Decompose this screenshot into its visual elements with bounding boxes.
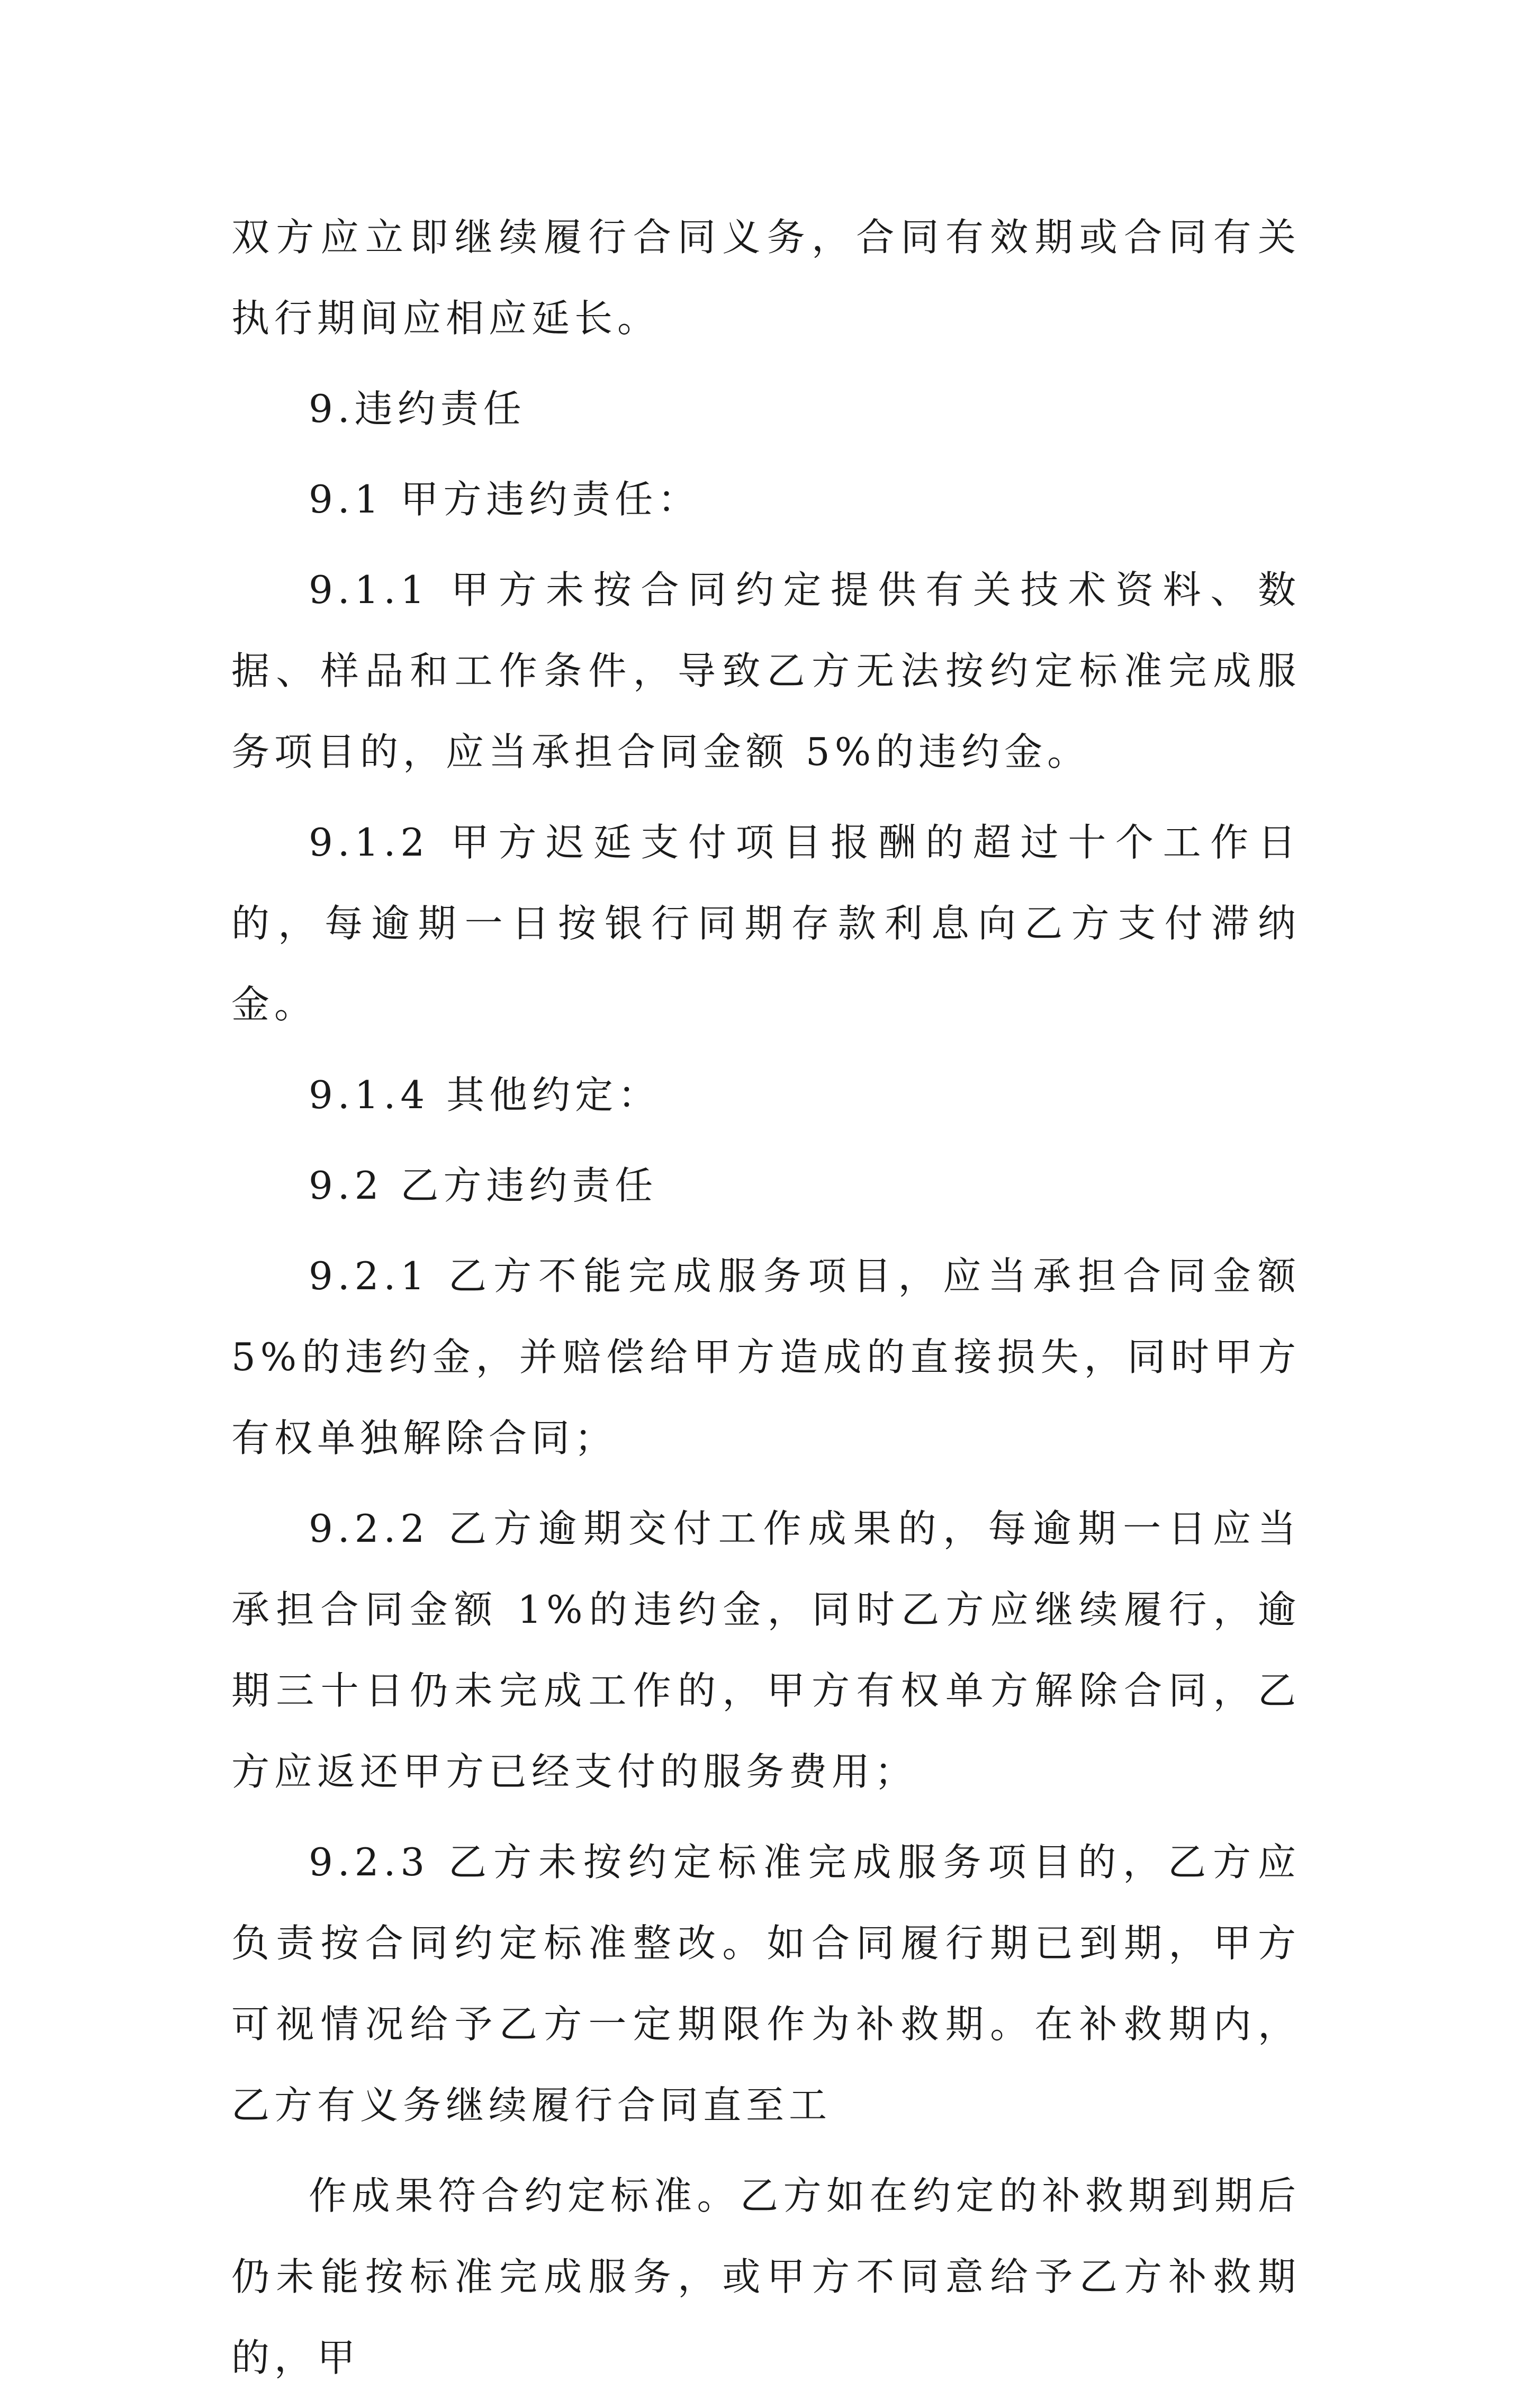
clause-9-2-1: 9.2.1 乙方不能完成服务项目，应当承担合同金额 5%的违约金，并赔偿给甲方造成的直接损失，同时甲方有权单独解除合同； [231, 1254, 1301, 1460]
section-heading-9: 9.违约责任 [309, 387, 526, 431]
clause-9-2-3: 9.2.3 乙方未按约定标准完成服务项目的，乙方应负责按合同约定标准整改。如合同履行期已到期，甲方可视情况给予乙方一定期限作为补救期。在补救期内，乙方有义务继续履行合同直至工 [231, 1840, 1301, 2127]
clause-9-2-3-continued: 作成果符合约定标准。乙方如在约定的补救期到期后仍未能按标准完成服务，或甲方不同意给予乙方补救期的，甲 [231, 2173, 1301, 2380]
document-body [231, 197, 1301, 2408]
subsection-heading-9-2: 9.2 乙方违约责任 [309, 1163, 658, 1208]
paragraph-continuation: 双方应立即继续履行合同义务，合同有效期或合同有关执行期间应相应延长。 [231, 215, 1301, 340]
clause-9-1-2: 9.1.2 甲方迟延支付项目报酬的超过十个工作日的，每逾期一日按银行同期存款利息向乙方支付滞纳金。 [231, 820, 1301, 1027]
subsection-heading-9-1: 9.1 甲方违约责任： [309, 477, 701, 522]
clause-9-1-4: 9.1.4 其他约定： [309, 1073, 661, 1117]
clause-9-1-1: 9.1.1 甲方未按合同约定提供有关技术资料、数据、样品和工作条件，导致乙方无法按约定标准完成服务项目的，应当承担合同金额 5%的违约金。 [231, 568, 1301, 774]
clause-9-2-2: 9.2.2 乙方逾期交付工作成果的，每逾期一日应当承担合同金额 1%的违约金，同时乙方应继续履行，逾期三十日仍未完成工作的，甲方有权单方解除合同，乙方应返还甲方已经支付的服务费用； [231, 1506, 1301, 1794]
